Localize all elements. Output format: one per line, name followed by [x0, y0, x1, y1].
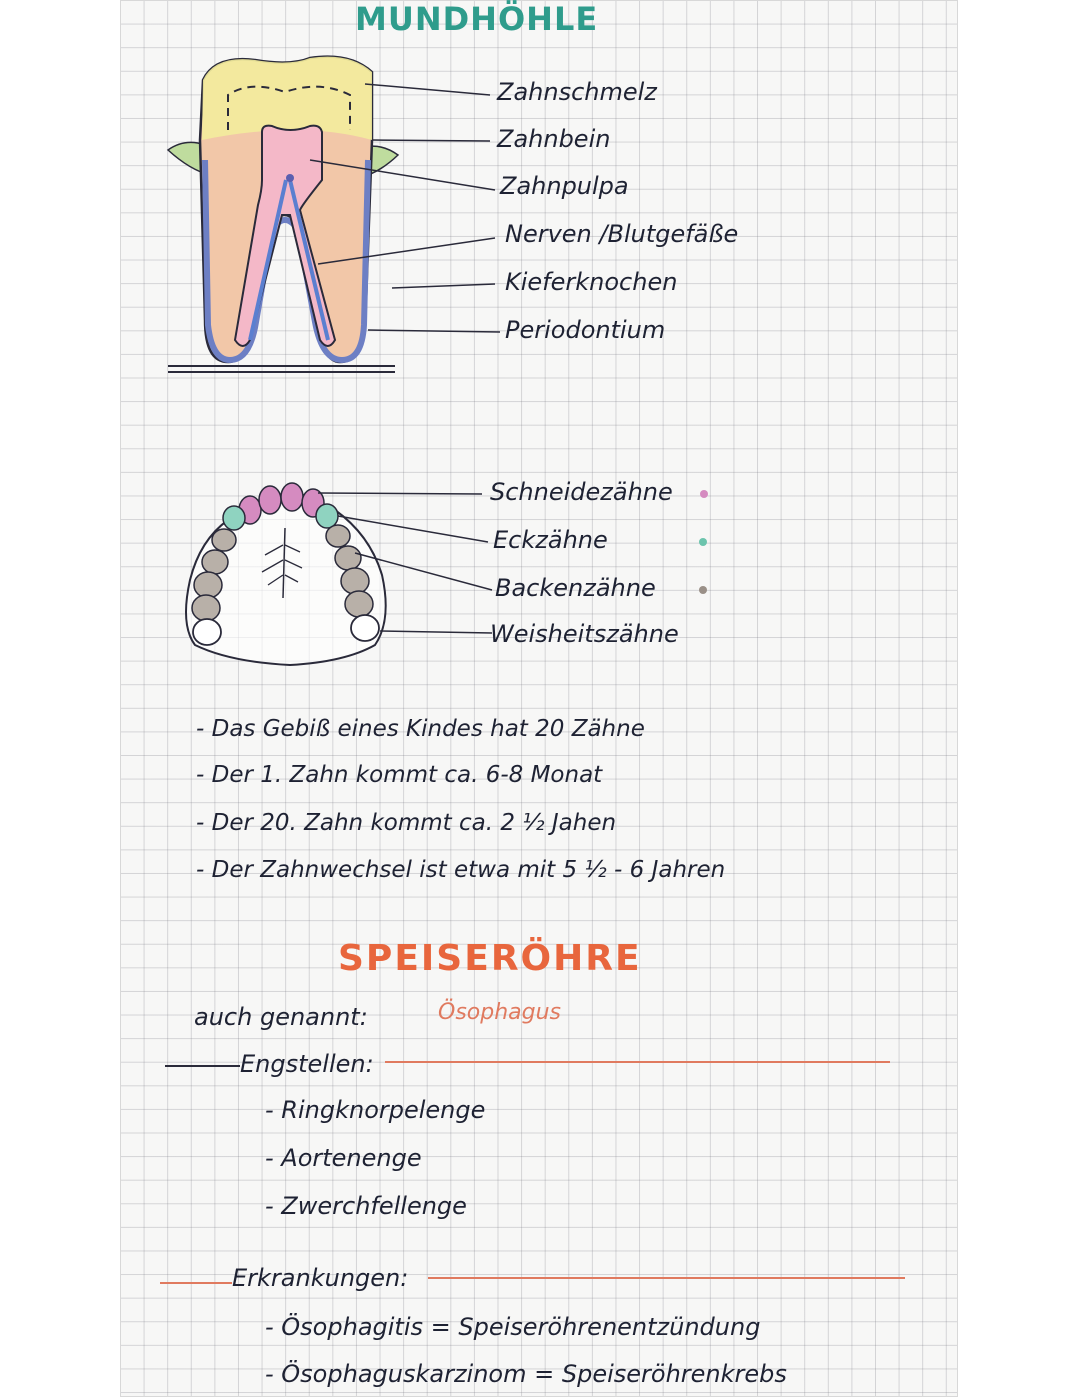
engstelle-aortenenge: - Aortenenge	[265, 1144, 422, 1172]
engstelle-ringknorpelenge: - Ringknorpelenge	[265, 1096, 486, 1124]
title-speiseroehre: SPEISERÖHRE	[338, 938, 642, 979]
label-kieferknochen: Kieferknochen	[505, 268, 678, 296]
also-called-label: auch genannt:	[194, 1003, 368, 1031]
erkrankung-oesophaguskarzinom: - Ösophaguskarzinom = Speiseröhrenkrebs	[265, 1360, 787, 1388]
title-mundhoehle: MUNDHÖHLE	[355, 0, 599, 38]
fact-erster-zahn: - Der 1. Zahn kommt ca. 6-8 Monat	[196, 762, 603, 788]
label-eckzaehne: Eckzähne	[493, 526, 608, 554]
label-schneidezaehne: Schneidezähne	[490, 478, 673, 506]
engstelle-zwerchfellenge: - Zwerchfellenge	[265, 1192, 467, 1220]
engstellen-heading: Engstellen:	[240, 1050, 374, 1078]
erkrankungen-heading: Erkrankungen:	[232, 1264, 409, 1292]
fact-gebiss-kind: - Das Gebiß eines Kindes hat 20 Zähne	[196, 716, 645, 742]
erkrankung-oesophagitis: - Ösophagitis = Speiseröhrenentzündung	[265, 1313, 761, 1341]
label-weisheitszaehne: Weisheitszähne	[490, 620, 679, 648]
label-zahnschmelz: Zahnschmelz	[497, 78, 657, 106]
label-zahnbein: Zahnbein	[497, 125, 611, 153]
also-called-value: Ösophagus	[438, 1000, 561, 1025]
fact-zwanzigster-zahn: - Der 20. Zahn kommt ca. 2 ½ Jahen	[196, 810, 617, 836]
label-nerven-blutgefaesse: Nerven /Blutgefäße	[505, 220, 739, 248]
label-zahnpulpa: Zahnpulpa	[500, 172, 629, 200]
label-periodontium: Periodontium	[505, 316, 666, 344]
label-backenzaehne: Backenzähne	[495, 574, 656, 602]
fact-zahnwechsel: - Der Zahnwechsel ist etwa mit 5 ½ - 6 Jahren	[196, 857, 726, 883]
